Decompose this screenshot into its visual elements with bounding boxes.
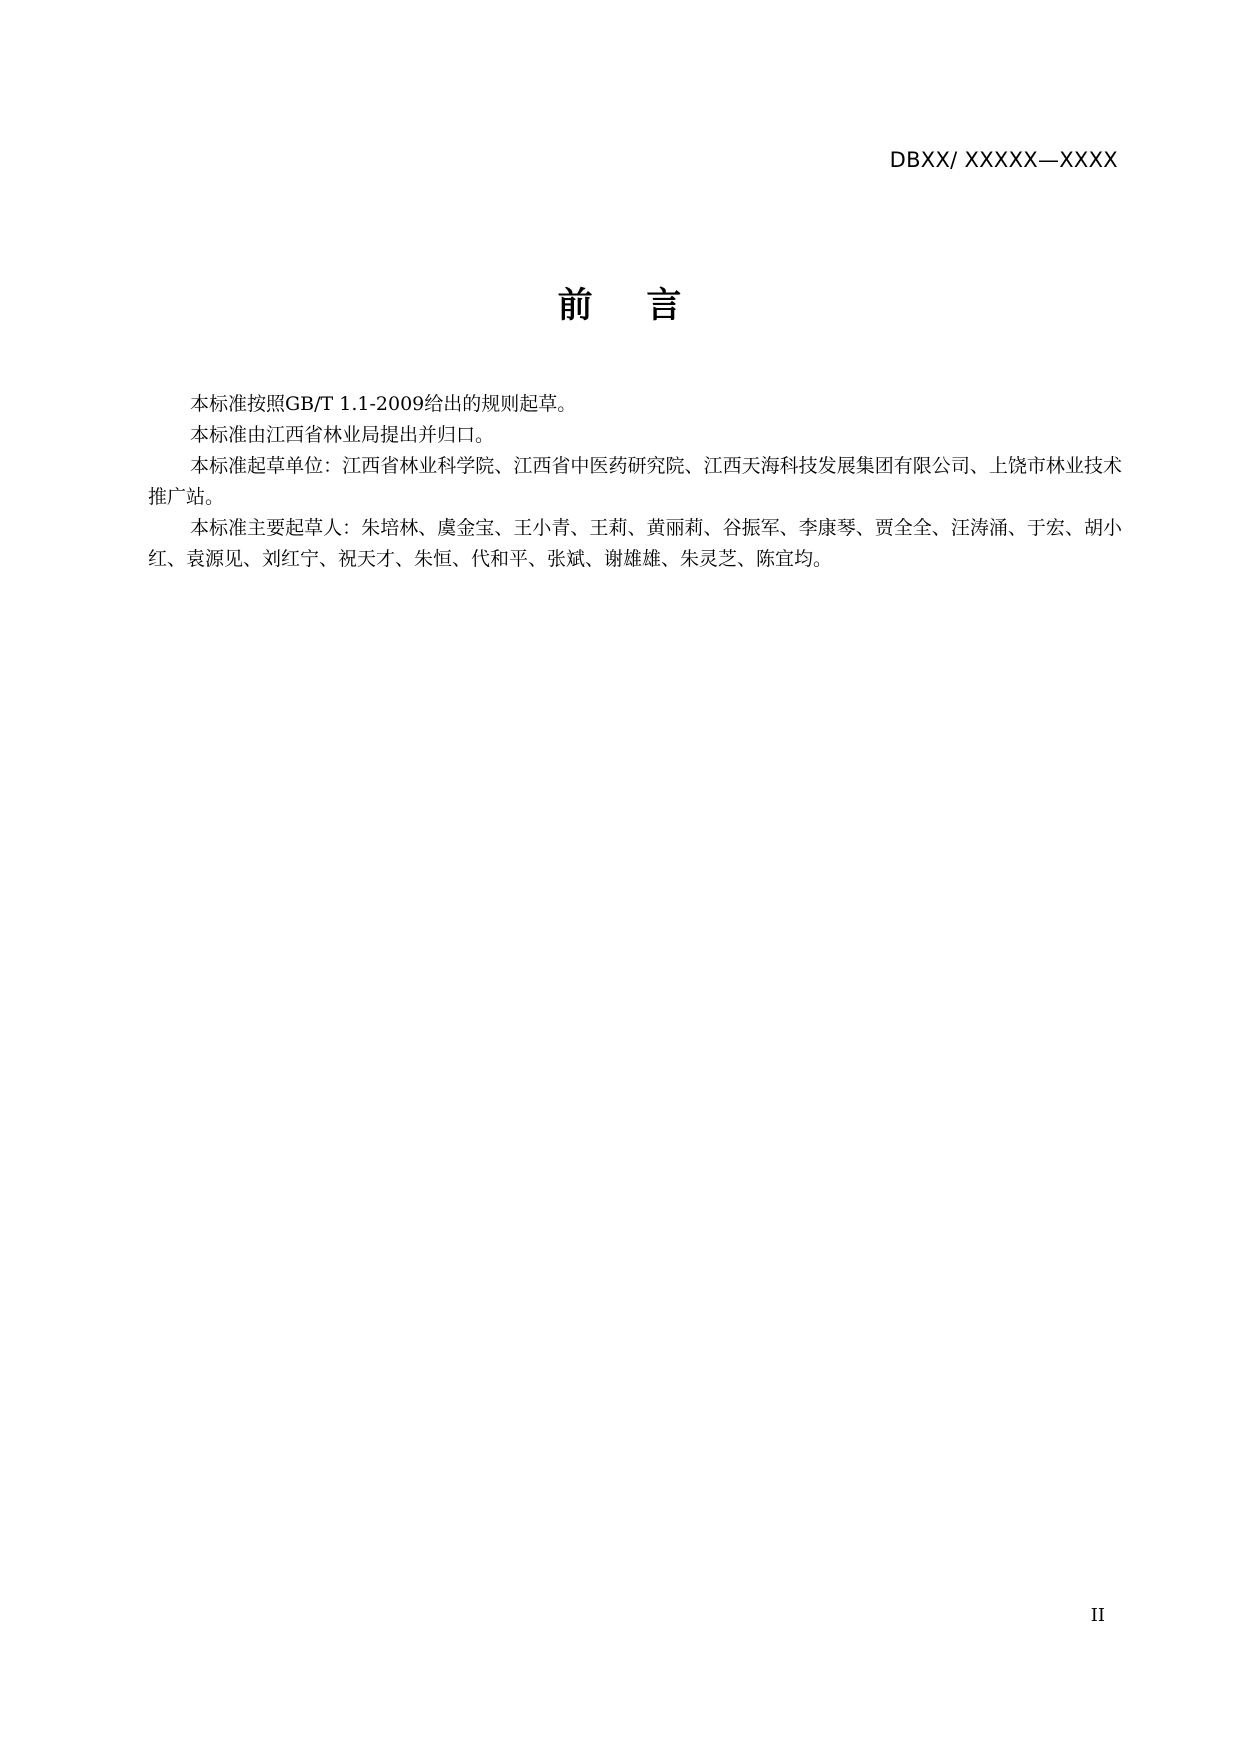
paragraph-drafting-units: 本标准起草单位：江西省林业科学院、江西省中医药研究院、江西天海科技发展集团有限公司、上饶市林业技术推广站。 — [148, 455, 1122, 508]
paragraph-drafters: 本标准主要起草人：朱培林、虞金宝、王小青、王莉、黄丽莉、谷振军、李康琴、贾全全、汪涛涌、于宏、胡小红、袁源见、刘红宁、祝天才、朱恒、代和平、张斌、谢雄雄、朱灵芝、陈宜均。 — [148, 517, 1122, 570]
foreword-body — [148, 389, 1122, 575]
page-title: 前 言 — [557, 286, 683, 326]
paragraph-proposer: 本标准由江西省林业局提出并归口。 — [190, 424, 495, 446]
paragraph-drafting-rules: 本标准按照GB/T 1.1-2009给出的规则起草。 — [190, 393, 577, 415]
page-number: II — [1090, 1605, 1105, 1626]
document-code: DBXX/ XXXXX—XXXX — [889, 148, 1118, 172]
